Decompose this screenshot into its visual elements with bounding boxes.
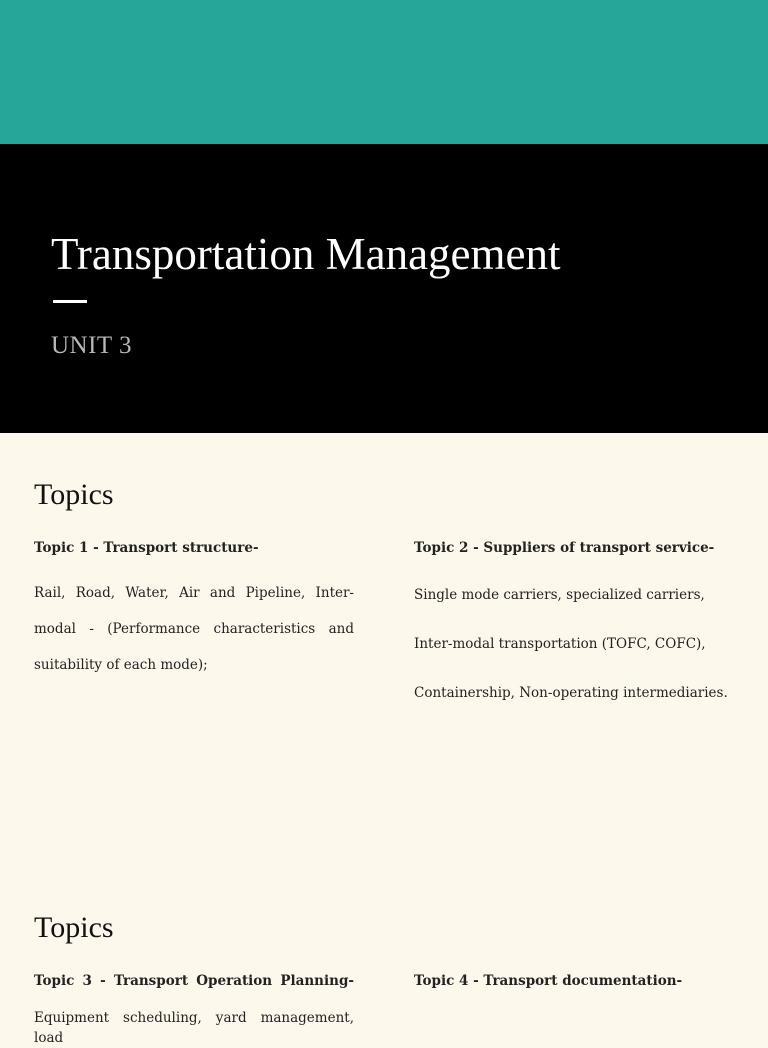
title-divider	[53, 300, 87, 303]
top-accent-band	[0, 0, 768, 144]
topic-3-label: Topic 3 - Transport Operation Planning-	[34, 973, 354, 989]
topic-4-label: Topic 4 - Transport documentation-	[414, 973, 683, 989]
topic-2-line-2: Inter-modal transportation (TOFC, COFC),	[414, 636, 706, 652]
slide-heading: Topics	[34, 478, 114, 511]
topic-2-label: Topic 2 - Suppliers of transport service-	[414, 540, 715, 556]
presentation-subtitle: UNIT 3	[51, 332, 133, 359]
topic-2-line-3: Containership, Non-operating intermediaries.	[414, 685, 728, 701]
slide-heading: Topics	[34, 911, 114, 944]
topic-2-line-1: Single mode carriers, specialized carriers,	[414, 587, 705, 603]
presentation-title: Transportation Management	[51, 229, 561, 279]
topic-3-description: Equipment scheduling, yard management, load	[34, 1010, 354, 1046]
topic-1-label: Topic 1 - Transport structure-	[34, 540, 259, 556]
topic-1-description: Rail, Road, Water, Air and Pipeline, Inter-modal - (Performance characteristics and suitability of each mode);	[34, 585, 354, 673]
topics-slide-2	[0, 866, 768, 1046]
title-slide	[0, 144, 768, 433]
topics-slide-1	[0, 433, 768, 863]
